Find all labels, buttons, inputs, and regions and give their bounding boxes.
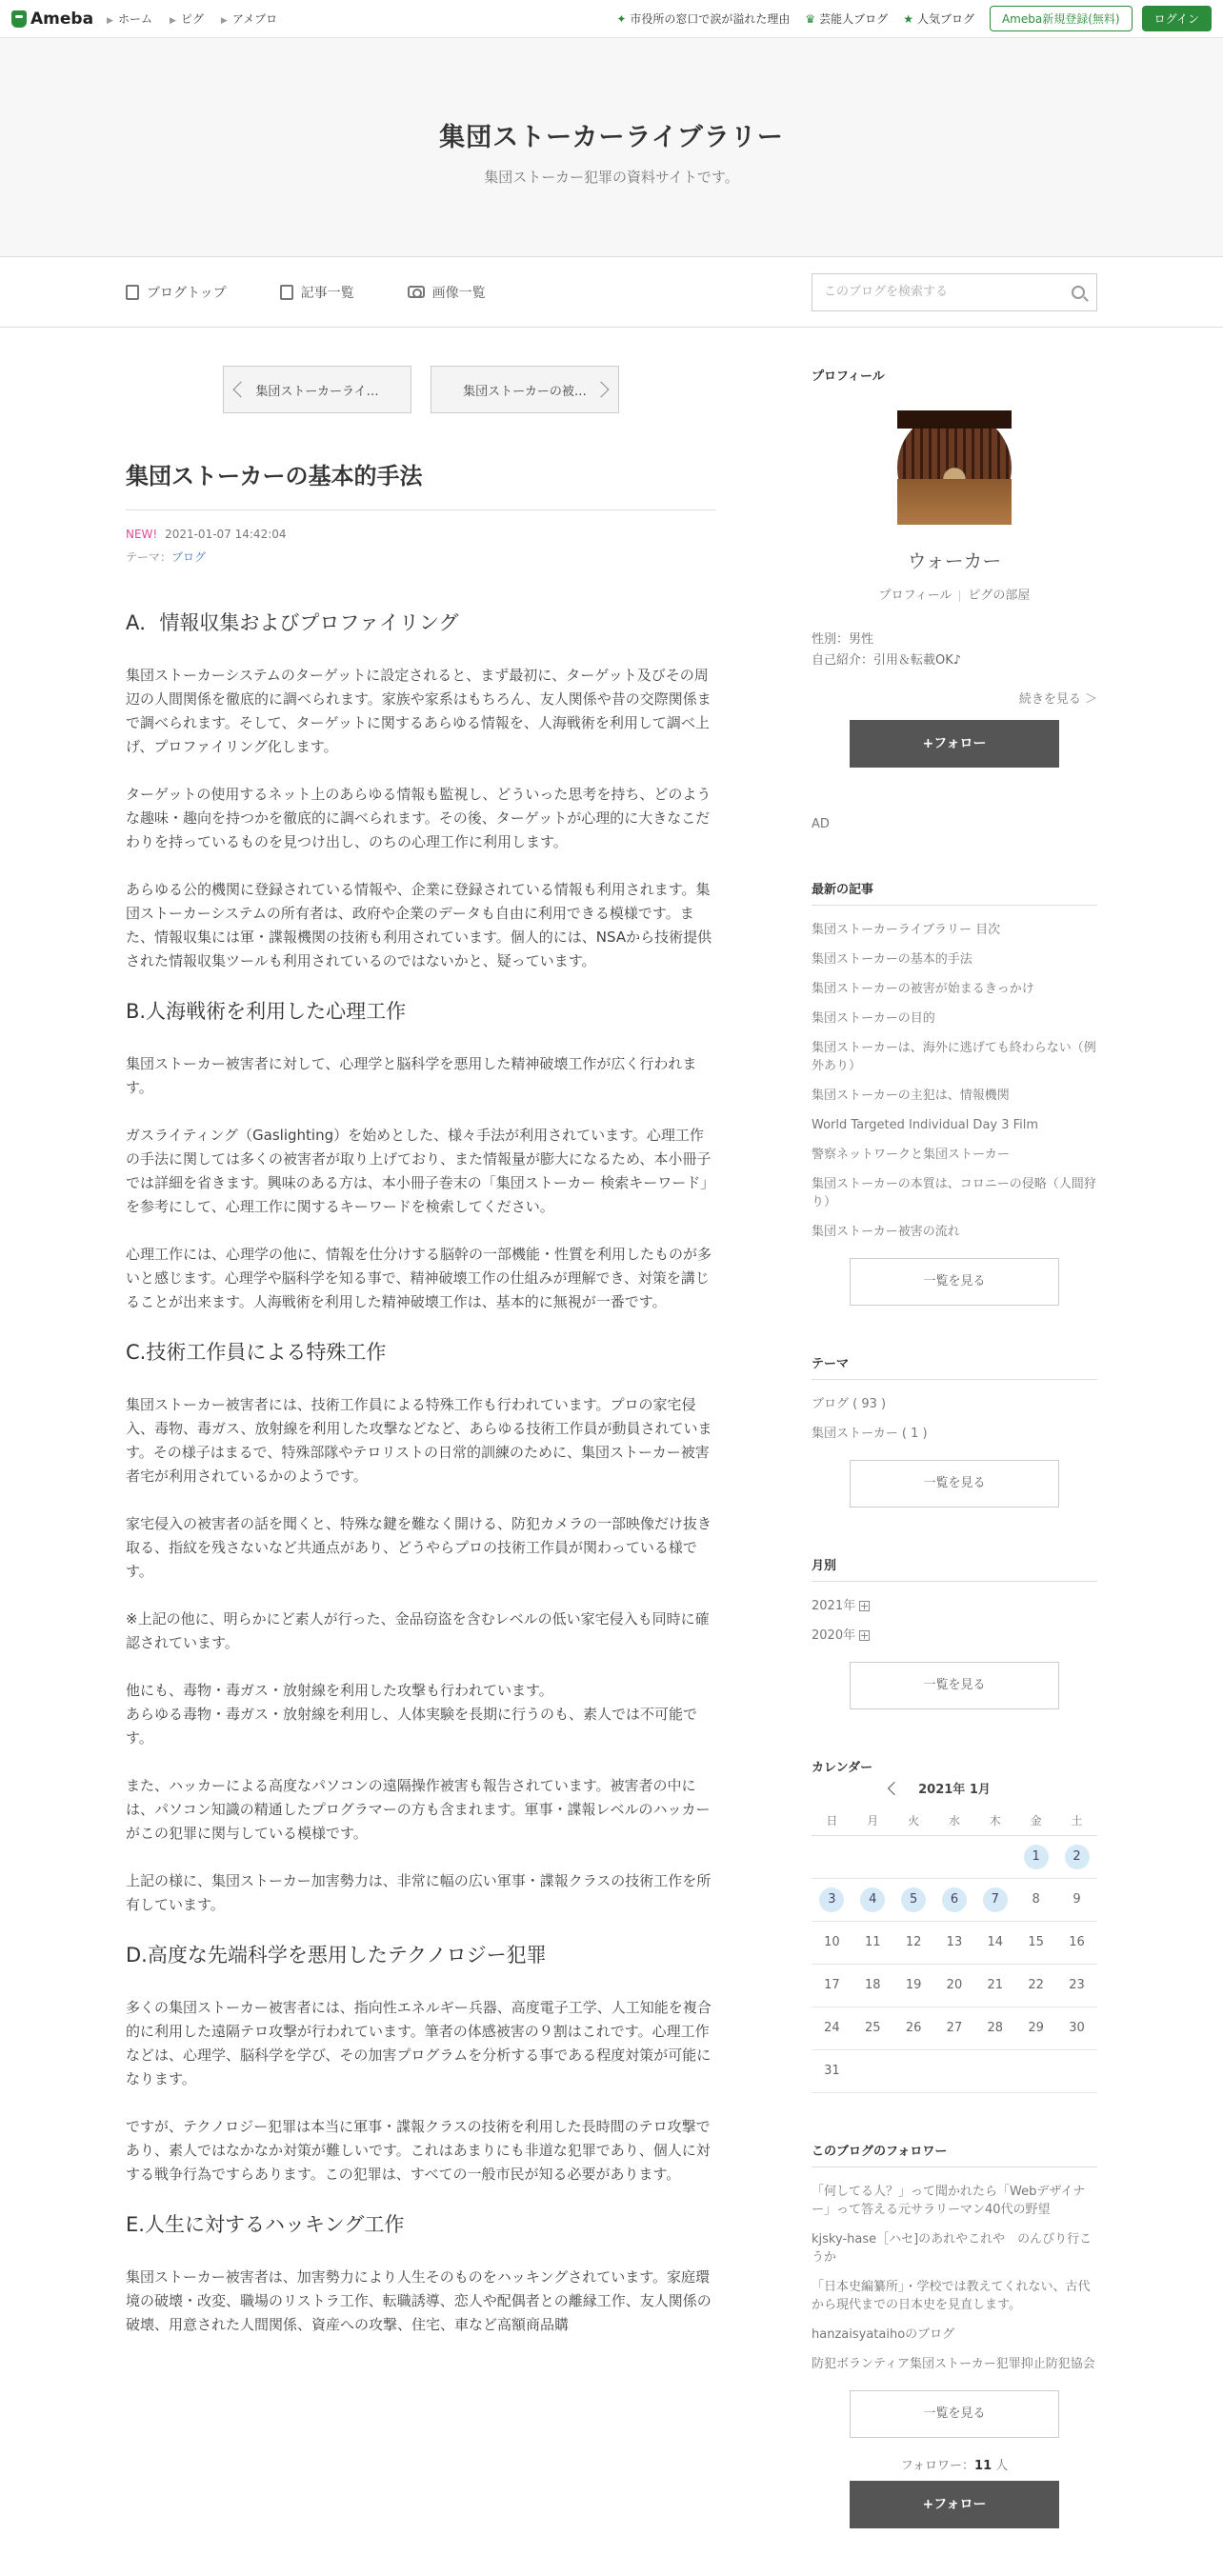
- paragraph: 心理工作には、心理学の他に、情報を仕分けする脳幹の一部機能・性質を利用したものが多いと感じます。心理学や脳科学を知る事で、精神破壊工作の仕組みが理解でき、対策を講じることが出来ます。人海戦術を利用した精神破壊工作は、基本的に無視が一番です。: [126, 1246, 712, 1310]
- calendar-day-with-post[interactable]: 3: [819, 1887, 844, 1912]
- article-list-link[interactable]: 記事一覧: [280, 283, 354, 302]
- entry-title: 集団ストーカーの基本的手法: [126, 457, 716, 510]
- calendar-weekday: 金: [1015, 1807, 1056, 1835]
- calendar-day: 19: [905, 1977, 922, 1992]
- chevron-right-icon: [593, 382, 610, 398]
- calendar-day: 15: [1028, 1934, 1044, 1949]
- calendar-day: 20: [946, 1977, 963, 1992]
- triangle-right-icon: ▶: [220, 16, 228, 26]
- blog-header: [0, 38, 1223, 257]
- calendar-cell: [934, 1878, 975, 1921]
- monthly-heading: 月別: [812, 1555, 1097, 1582]
- calendar-cell: [974, 1964, 1015, 2007]
- calendar-cell: [852, 1964, 893, 2007]
- calendar-cell: [893, 1835, 934, 1878]
- recent-entries-block: [812, 879, 1097, 1306]
- calendar-day: 17: [824, 1977, 840, 1992]
- blog-search: [812, 273, 1097, 311]
- calendar-cell: [934, 2007, 975, 2049]
- paragraph: 集団ストーカー被害者は、加害勢力により人生そのものをハッキングされています。家庭環境の破壊・改変、職場のリストラ工作、転職誘導、恋人や配偶者との離縁工作、友人関係の破壊、用意された人間関係、資産への攻撃、住宅、車など高額商品購: [126, 2268, 712, 2333]
- chevron-left-icon[interactable]: [888, 1781, 901, 1794]
- blog-search-input[interactable]: [824, 285, 1072, 299]
- calendar-day: 12: [905, 1934, 922, 1949]
- popular-blog-link[interactable]: ★ 人気ブログ: [903, 12, 974, 26]
- calendar-day: 30: [1069, 2020, 1085, 2035]
- profile-intro: 自己紹介：引用＆転載OK♪: [812, 653, 962, 668]
- expand-plus-icon[interactable]: [859, 1630, 870, 1641]
- calendar-cell: [852, 1835, 893, 1878]
- calendar-cell: [934, 1835, 975, 1878]
- calendar-cell: [974, 2049, 1015, 2092]
- calendar-weekday: 木: [974, 1807, 1015, 1835]
- calendar-day: 16: [1069, 1934, 1085, 1949]
- calendar-weekday: 火: [893, 1807, 934, 1835]
- calendar-day: 28: [987, 2020, 1004, 2035]
- calendar-day: 14: [987, 1934, 1004, 1949]
- calendar-cell: [974, 1878, 1015, 1921]
- recent-entry-link[interactable]: 警察ネットワークと集団ストーカー: [812, 1148, 1010, 1162]
- sparkle-icon: ✦: [616, 12, 627, 26]
- calendar-cell: [974, 2007, 1015, 2049]
- recent-entry-link[interactable]: 集団ストーカーの被害が始まるきっかけ: [812, 982, 1034, 996]
- calendar-day: 26: [905, 2020, 922, 2035]
- calendar-table: [812, 1807, 1097, 2093]
- global-right-links: [616, 6, 1212, 31]
- profile-links: [812, 585, 1097, 603]
- calendar-week: [812, 1964, 1097, 2007]
- calendar-weekday: 土: [1056, 1807, 1097, 1835]
- celebrity-blog-link[interactable]: ♛ 芸能人ブログ: [805, 12, 889, 26]
- calendar-day-with-post[interactable]: 2: [1065, 1845, 1090, 1869]
- section-heading: A．情報収集およびプロファイリング: [126, 611, 459, 634]
- calendar-cell: [893, 1921, 934, 1964]
- monthly-block: [812, 1555, 1097, 1709]
- calendar-cell: [893, 2007, 934, 2049]
- calendar-day: 27: [946, 2020, 963, 2035]
- global-nav-ameblo[interactable]: ▶ アメブロ: [220, 12, 278, 26]
- calendar-cell: [893, 2049, 934, 2092]
- profile-link[interactable]: プロフィール: [878, 589, 952, 603]
- calendar-cell: [852, 2007, 893, 2049]
- follower-blog-link[interactable]: hanzaisyataihoのブログ: [812, 2326, 955, 2342]
- paragraph: また、ハッカーによる高度なパソコンの遠隔操作被害も報告されています。被害者の中には、パソコン知識の精通したプログラマーの方も含まれます。軍事・諜報レベルのハッカーがこの犯罪に関与している模様です。: [126, 1777, 711, 1842]
- triangle-right-icon: ▶: [169, 16, 176, 26]
- paragraph: 多くの集団ストーカー被害者には、指向性エネルギー兵器、高度電子工学、人工知能を複合的に利用した遠隔テロ攻撃が行われています。筆者の体感被害の９割はこれです。心理工作などは、心理学、脳科学を学び、その加害プログラムを分析する事である程度対策が可能になります。: [126, 1999, 712, 2087]
- calendar-cell: [812, 1835, 852, 1878]
- calendar-day: 8: [1032, 1891, 1040, 1907]
- recent-entry-link[interactable]: 集団ストーカー被害の流れ: [812, 1225, 960, 1239]
- calendar-week: [812, 2007, 1097, 2049]
- themes-see-all-button[interactable]: 一覧を見る: [850, 1460, 1059, 1508]
- followers-count: フォロワー：11 人: [900, 2458, 1009, 2473]
- blog-nav: [0, 257, 1223, 328]
- calendar-day-with-post[interactable]: 7: [983, 1887, 1008, 1912]
- section-heading: E.人生に対するハッキング工作: [126, 2213, 405, 2236]
- paragraph: 他にも、毒物・毒ガス・放射線を利用した攻撃も行われています。 あらゆる毒物・毒ガス・放射線を利用し、人体実験を長期に行うのも、素人では不可能です。: [126, 1682, 698, 1747]
- blog-top-link[interactable]: ブログトップ: [126, 283, 227, 302]
- calendar-cell: [934, 1964, 975, 2007]
- calendar-day: 22: [1028, 1977, 1044, 1992]
- paragraph: ガスライティング（Gaslighting）を始めとした、様々手法が利用されています。心理工作の手法に関しては多くの被害者が取り上げており、また情報量が膨大になるため、本小冊子では詳細を省きます。興味のある方は、本小冊子巻末の「集団ストーカー 検索キーワード」を参考にして、心理工作に関するキーワードを検索してください。: [126, 1127, 715, 1215]
- entry-datetime: 2021-01-07 14:42:04: [165, 528, 287, 541]
- calendar-cell: [1015, 1835, 1056, 1878]
- pigg-room-link[interactable]: ピグの部屋: [968, 589, 1031, 603]
- recent-entry-link[interactable]: World Targeted Individual Day 3 Film: [812, 1118, 1039, 1132]
- calendar-cell: [893, 1878, 934, 1921]
- calendar-week: [812, 2049, 1097, 2092]
- calendar-cell: [1056, 2049, 1097, 2092]
- section-heading: C.技術工作員による特殊工作: [126, 1341, 387, 1364]
- recent-entry-link[interactable]: 集団ストーカーの基本的手法: [812, 952, 972, 967]
- calendar-day-with-post[interactable]: 6: [942, 1887, 967, 1912]
- recent-entry-link[interactable]: 集団ストーカーの目的: [812, 1011, 935, 1026]
- entry-theme: テーマ：ブログ: [126, 550, 207, 564]
- followers-heading: このブログのフォロワー: [812, 2141, 1097, 2167]
- paragraph: ですが、テクノロジー犯罪は本当に軍事・諜報クラスの技術を利用した長時間のテロ攻撃であり、素人ではなかなか対策が難しいです。これはあまりにも非道な犯罪であり、個人に対する戦争行為ですらあります。この犯罪は、すべての一般市民が知る必要があります。: [126, 2118, 711, 2183]
- entry-body: [126, 609, 716, 2337]
- paragraph: 集団ストーカーシステムのターゲットに設定されると、まず最初に、ターゲット及びその周辺の人間関係を徹底的に調べられます。家族や家系はもちろん、友人関係や昔の交際関係まで調べられます。そして、ターゲットに関するあらゆる情報を、人海戦術を利用して調べ上げ、プロファイリング化します。: [126, 667, 712, 755]
- calendar-cell: [1015, 2007, 1056, 2049]
- paragraph: あらゆる公的機関に登録されている情報や、企業に登録されている情報も利用されます。集団ストーカーシステムの所有者は、政府や企業のデータも自由に利用できる模様です。また、情報収集には軍・諜報機関の技術も利用されています。個人的には、NSAから技術提供された情報収集ツールも利用されているのではないかと、疑っています。: [126, 881, 712, 969]
- calendar-cell: [1056, 1835, 1097, 1878]
- calendar-day: 24: [824, 2020, 840, 2035]
- monthly-see-all-button[interactable]: 一覧を見る: [850, 1662, 1059, 1709]
- profile-info: [812, 629, 1097, 671]
- calendar-cell: [812, 2007, 852, 2049]
- global-nav: [107, 10, 277, 27]
- calendar-day: 11: [864, 1934, 881, 1949]
- follower-blog-link[interactable]: kjsky-hase［ハセ]のあれやこれや のんびり行こうか: [812, 2231, 1093, 2265]
- calendar-cell: [812, 1878, 852, 1921]
- followers-block: [812, 2141, 1097, 2528]
- chevron-left-icon: [233, 382, 250, 398]
- calendar-weekday: 月: [852, 1807, 893, 1835]
- calendar-cell: [812, 1964, 852, 2007]
- main-column: [126, 328, 716, 2576]
- expand-plus-icon[interactable]: [859, 1601, 870, 1611]
- calendar-day: 10: [824, 1934, 840, 1949]
- entry-theme-link[interactable]: ブログ: [171, 550, 207, 564]
- profile-avatar[interactable]: [897, 410, 1012, 525]
- search-icon[interactable]: [1072, 286, 1085, 299]
- paragraph: ※上記の他に、明らかにど素人が行った、金品窃盗を含むレベルの低い家宅侵入も同時に確認されています。: [126, 1610, 710, 1651]
- follower-blog-link[interactable]: 「日本史編纂所」・学校では教えてくれない、古代から現代までの日本史を見直します。: [812, 2279, 1091, 2312]
- calendar-day: 29: [1028, 2020, 1044, 2035]
- calendar-cell: [974, 1921, 1015, 1964]
- content-wrapper: [0, 328, 1223, 2576]
- profile-more-link[interactable]: 続きを見る ＞: [1018, 692, 1097, 707]
- calendar-weekday: 日: [812, 1807, 852, 1835]
- month-link[interactable]: 2020年: [812, 1628, 856, 1643]
- month-link[interactable]: 2021年: [812, 1599, 856, 1613]
- sidebar: [812, 328, 1097, 2576]
- calendar-day: 25: [864, 2020, 881, 2035]
- calendar-cell: [1056, 1878, 1097, 1921]
- crown-icon: ♛: [805, 12, 816, 26]
- profile-heading: プロフィール: [812, 369, 885, 384]
- section-heading: B.人海戦術を利用した心理工作: [126, 1000, 407, 1023]
- calendar-day-with-post[interactable]: 1: [1024, 1845, 1049, 1869]
- follow-button-bottom[interactable]: +フォロー: [850, 2481, 1059, 2528]
- theme-link[interactable]: 集団ストーカー ( 1 ): [812, 1427, 928, 1441]
- calendar-weekday: 水: [934, 1807, 975, 1835]
- follow-button[interactable]: +フォロー: [850, 720, 1059, 768]
- recent-entry-link[interactable]: 集団ストーカーの本質は、コロニーの侵略（人間狩り）: [812, 1177, 1096, 1209]
- paragraph: 家宅侵入の被害者の話を聞くと、特殊な鍵を難なく開ける、防犯カメラの一部映像だけ抜き取る、指紋を残さないなど共通点があり、どうやらプロの技術工作員が関わっている様です。: [126, 1515, 712, 1580]
- section-heading: D.高度な先端科学を悪用したテクノロジー犯罪: [126, 1944, 547, 1967]
- calendar-heading: カレンダー: [812, 1761, 873, 1775]
- calendar-cell: [1056, 1964, 1097, 2007]
- themes-list: [812, 1389, 1097, 1448]
- calendar-cell: [1015, 1878, 1056, 1921]
- recent-entry-link[interactable]: 集団ストーカーライブラリー 目次: [812, 923, 1001, 937]
- global-nav-home[interactable]: ▶ ホーム: [107, 12, 152, 26]
- calendar-cell: [974, 1835, 1015, 1878]
- new-badge: NEW!: [126, 528, 158, 541]
- ad-label: AD: [812, 817, 830, 831]
- recent-see-all-button[interactable]: 一覧を見る: [850, 1258, 1059, 1306]
- blog-description: 集団ストーカー犯罪の資料サイトです。: [484, 169, 739, 186]
- calendar-cell: [1015, 1921, 1056, 1964]
- blog-title[interactable]: 集団ストーカーライブラリー: [439, 123, 784, 152]
- star-icon: ★: [903, 12, 913, 26]
- calendar-cell: [1015, 1964, 1056, 2007]
- calendar-day: 23: [1069, 1977, 1085, 1992]
- themes-heading: テーマ: [812, 1353, 1097, 1380]
- paragraph: 集団ストーカー被害者に対して、心理学と脳科学を悪用した精神破壊工作が広く行われます。: [126, 1055, 697, 1096]
- follower-blog-link[interactable]: 「何してる人？」って聞かれたら「Webデザイナー」って答える元サラリーマン40代の野望: [812, 2184, 1086, 2217]
- calendar-day-with-post[interactable]: 5: [901, 1887, 926, 1912]
- global-nav-pigg[interactable]: ▶ ピグ: [169, 12, 204, 26]
- recent-entry-link[interactable]: 集団ストーカーの主犯は、情報機関: [812, 1088, 1010, 1103]
- next-entry-button[interactable]: 集団ストーカーの被…: [431, 366, 619, 413]
- calendar-cell: [812, 1921, 852, 1964]
- monthly-list: [812, 1591, 1097, 1650]
- register-button[interactable]: Ameba新規登録(無料): [990, 6, 1133, 31]
- themes-block: [812, 1353, 1097, 1508]
- entry-meta: [126, 528, 716, 541]
- calendar-cell: [934, 2049, 975, 2092]
- followers-see-all-button[interactable]: 一覧を見る: [850, 2390, 1059, 2438]
- profile-gender: 性別：男性: [812, 632, 874, 647]
- ameba-logo-icon: [11, 10, 27, 28]
- calendar-month: 2021年 1月: [918, 1783, 991, 1797]
- calendar-day: 18: [864, 1977, 881, 1992]
- calendar-cell: [852, 1878, 893, 1921]
- recent-entries-heading: 最新の記事: [812, 879, 1097, 906]
- calendar-week: [812, 1921, 1097, 1964]
- calendar-cell: [893, 1964, 934, 2007]
- entry-pager: [126, 366, 716, 413]
- calendar-cell: [812, 2049, 852, 2092]
- paragraph: ターゲットの使用するネット上のあらゆる情報も監視し、どういった思考を持ち、どのような趣味・趣向を持つかを徹底的に調べられます。その後、ターゲットが心理的に大きなこだわりを持っているものを見つけ出し、のちの心理工作に利用します。: [126, 786, 712, 850]
- calendar-week: [812, 1878, 1097, 1921]
- calendar-day: 31: [824, 2063, 840, 2078]
- calendar-day: 13: [946, 1934, 963, 1949]
- paragraph: 集団ストーカー被害者には、技術工作員による特殊工作も行われています。プロの家宅侵入、毒物、毒ガス、放射線を利用した攻撃などなど、あらゆる技術工作員が動員されています。その様子はまるで、特殊部隊やテロリストの日常的訓練のために、集団ストーカー被害者宅が利用されているかのようです。: [126, 1396, 712, 1485]
- image-list-link[interactable]: 画像一覧: [408, 283, 486, 302]
- calendar-block: [812, 1757, 1097, 2093]
- followers-list: [812, 2177, 1097, 2379]
- recent-entries-list: [812, 915, 1097, 1247]
- calendar-week: [812, 1835, 1097, 1878]
- featured-article-link[interactable]: ✦ 市役所の窓口で涙が溢れた理由: [616, 12, 791, 26]
- calendar-header: [812, 1779, 1097, 1797]
- global-header: [0, 0, 1223, 38]
- divider: [959, 590, 960, 602]
- calendar-cell: [1015, 2049, 1056, 2092]
- calendar-cell: [1056, 1921, 1097, 1964]
- profile-name[interactable]: ウォーカー: [907, 549, 1002, 572]
- documents-icon: [280, 285, 293, 300]
- theme-link[interactable]: ブログ ( 93 ): [812, 1397, 887, 1411]
- camera-icon: [408, 286, 425, 298]
- calendar-day: 21: [987, 1977, 1004, 1992]
- login-button[interactable]: ログイン: [1142, 6, 1212, 31]
- document-icon: [126, 285, 139, 300]
- calendar-cell: [852, 2049, 893, 2092]
- ameba-logo[interactable]: Ameba: [11, 10, 93, 29]
- calendar-day: 9: [1073, 1891, 1081, 1907]
- calendar-day-with-post[interactable]: 4: [860, 1887, 885, 1912]
- calendar-cell: [1056, 2007, 1097, 2049]
- follower-blog-link[interactable]: 防犯ボランティア集団ストーカー犯罪抑止防犯協会: [812, 2356, 1095, 2371]
- triangle-right-icon: ▶: [107, 16, 113, 26]
- profile-block: [812, 366, 1097, 768]
- calendar-cell: [934, 1921, 975, 1964]
- recent-entry-link[interactable]: 集団ストーカーは、海外に逃げても終わらない（例外あり）: [812, 1041, 1096, 1073]
- paragraph: 上記の様に、集団ストーカー加害勢力は、非常に幅の広い軍事・諜報クラスの技術工作を所有しています。: [126, 1872, 712, 1913]
- calendar-cell: [852, 1921, 893, 1964]
- prev-entry-button[interactable]: 集団ストーカーライ…: [223, 366, 411, 413]
